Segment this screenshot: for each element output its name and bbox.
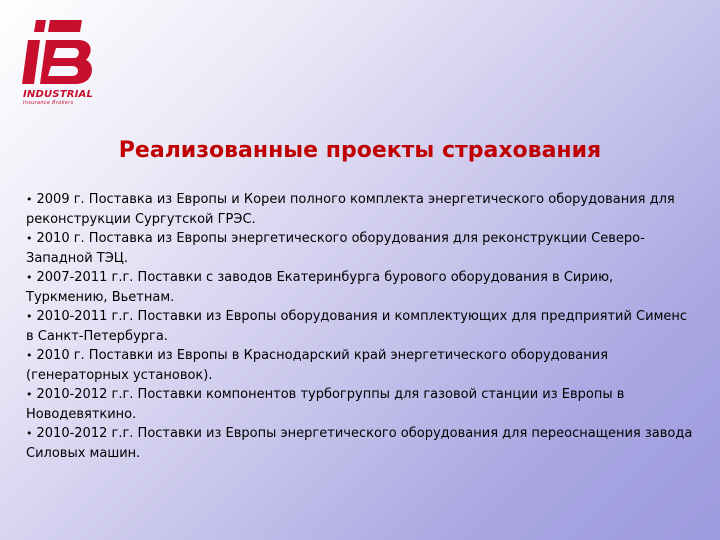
list-item bbox=[26, 190, 696, 229]
bullet-icon: • bbox=[26, 427, 33, 440]
list-item bbox=[26, 385, 696, 424]
list-item bbox=[26, 268, 696, 307]
bullet-icon: • bbox=[26, 193, 33, 206]
list-item bbox=[26, 424, 696, 463]
company-logo bbox=[22, 18, 102, 110]
list-item-text: 2010-2012 г.г. Поставки из Европы энергетического оборудования для переоснащения завода Силовых машин. bbox=[26, 426, 693, 461]
bullet-icon: • bbox=[26, 310, 33, 323]
brand-name: INDUSTRIAL bbox=[23, 89, 94, 100]
bullet-icon: • bbox=[26, 271, 33, 284]
bullet-icon: • bbox=[26, 388, 33, 401]
list-item-text: 2009 г. Поставка из Европы и Кореи полного комплекта энергетического оборудования для реконструкции Сургутской ГРЭС. bbox=[26, 192, 675, 227]
bullet-icon: • bbox=[26, 349, 33, 362]
brand-tagline: Insurance Brokers bbox=[23, 100, 74, 106]
ib-logo-mark bbox=[22, 18, 100, 88]
list-item-text: 2010-2011 г.г. Поставки из Европы оборудования и комплектующих для предприятий Сименс в Санкт-Петербурга. bbox=[26, 309, 688, 344]
list-item-text: 2010 г. Поставка из Европы энергетического оборудования для реконструкции Северо-Западной ТЭЦ. bbox=[26, 231, 645, 266]
logo-text bbox=[23, 89, 113, 107]
project-list bbox=[26, 190, 696, 463]
list-item bbox=[26, 346, 696, 385]
list-item-text: 2010 г. Поставки из Европы в Краснодарский край энергетического оборудования (генераторных установок). bbox=[26, 348, 609, 383]
slide-title: Реализованные проекты страхования bbox=[118, 138, 602, 163]
bullet-icon: • bbox=[26, 232, 33, 245]
list-item bbox=[26, 229, 696, 268]
list-item-text: 2010-2012 г.г. Поставки компонентов турбогруппы для газовой станции из Европы в Новодевяткино. bbox=[26, 387, 625, 422]
list-item-text: 2007-2011 г.г. Поставки с заводов Екатеринбурга бурового оборудования в Сирию, Туркмению, Вьетнам. bbox=[26, 270, 614, 305]
list-item bbox=[26, 307, 696, 346]
